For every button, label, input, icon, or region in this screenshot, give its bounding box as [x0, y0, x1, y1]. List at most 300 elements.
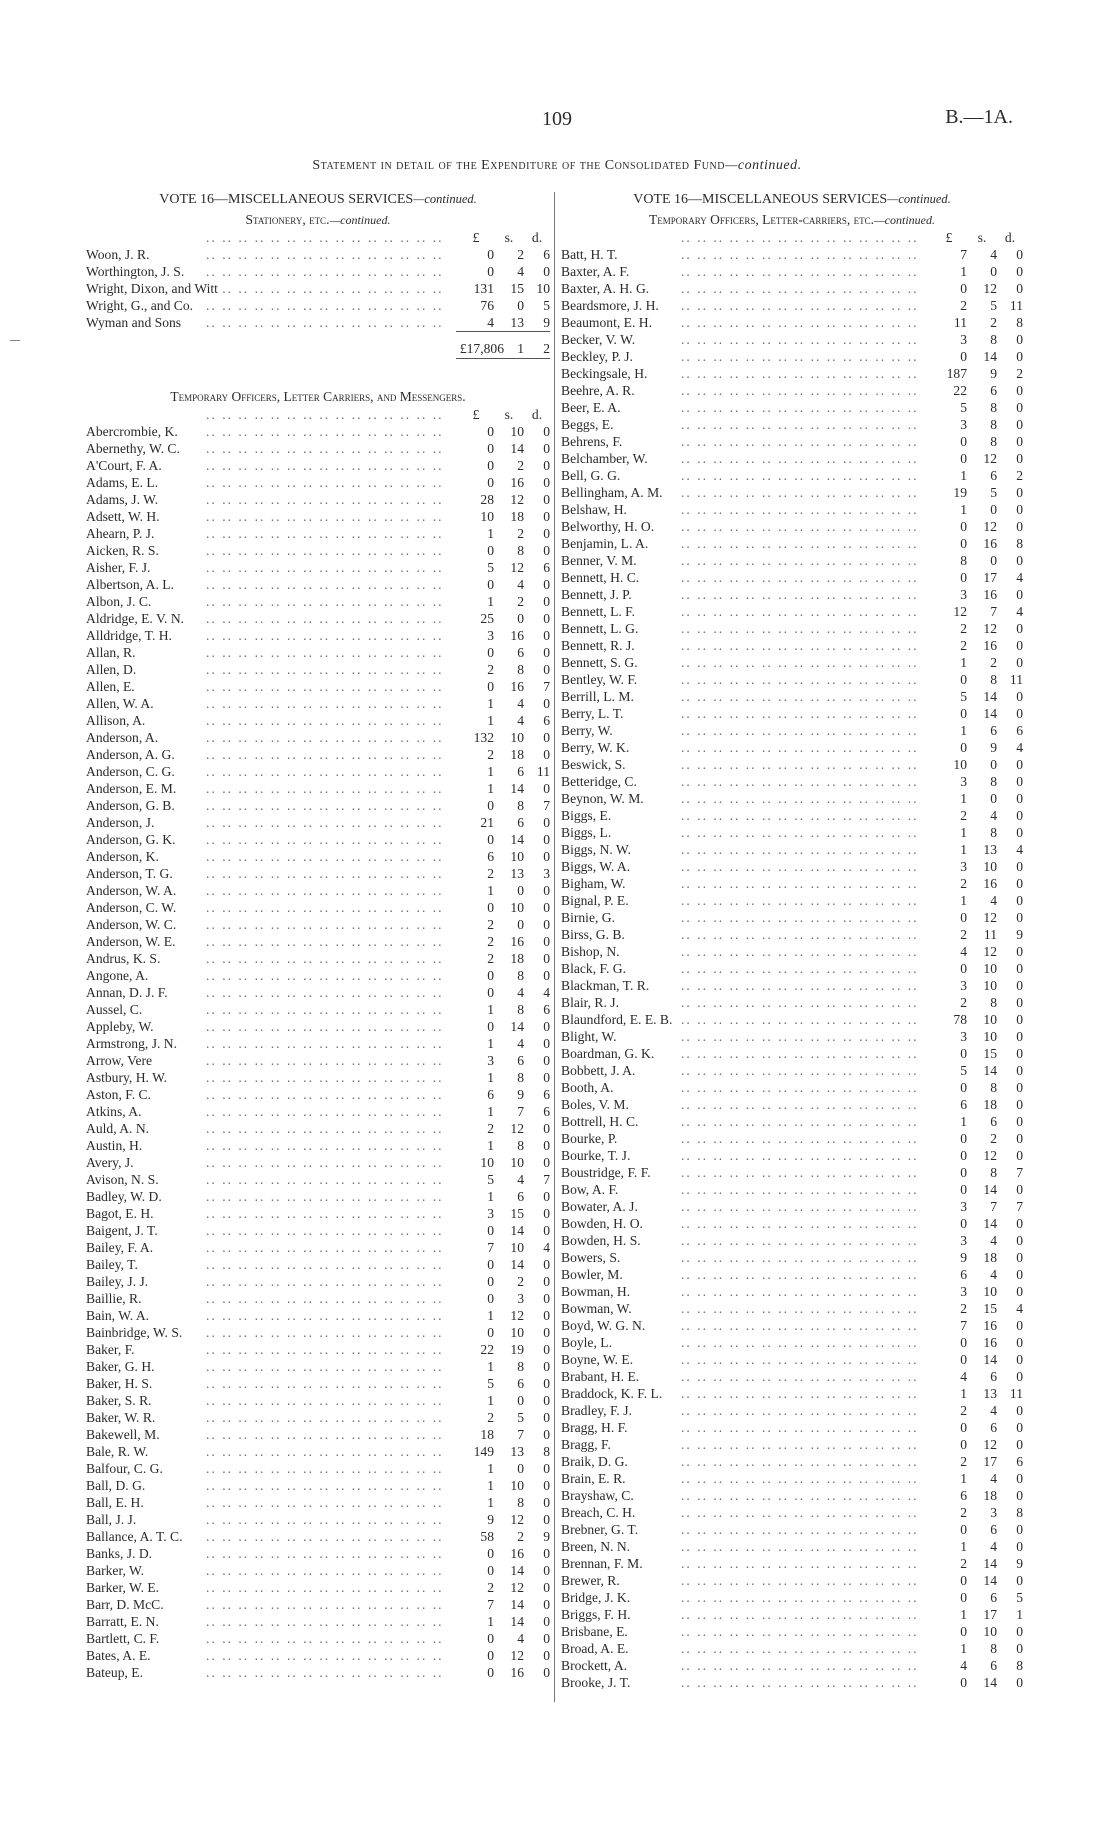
- amount-pence: 0: [543, 1410, 550, 1425]
- amount-shillings: 12: [983, 1148, 997, 1163]
- table-row: [86, 1494, 550, 1511]
- amount-pence: 11: [1009, 1386, 1023, 1401]
- payee-name: Appleby, W.: [86, 1019, 154, 1034]
- amount-pounds: 6: [960, 1488, 967, 1503]
- table-row: [86, 246, 550, 263]
- payee-name: Baxter, A. F.: [561, 264, 630, 279]
- amount-shillings: 4: [517, 577, 524, 592]
- amount-shillings: 4: [990, 893, 997, 908]
- amount-pence: 0: [1016, 1250, 1023, 1265]
- amount-shillings: 2: [517, 458, 524, 473]
- amount-shillings: 16: [983, 1318, 997, 1333]
- amount-shillings: 0: [517, 917, 524, 932]
- payee-name: Anderson, W. C.: [86, 917, 177, 932]
- amount-pence: 0: [1016, 1675, 1023, 1690]
- amount-shillings: 10: [510, 1240, 524, 1255]
- amount-pounds: 18: [480, 1427, 494, 1442]
- payee-name: Anderson, A.: [86, 730, 159, 745]
- amount-pounds: 1: [487, 1070, 494, 1085]
- payee-name: Booth, A.: [561, 1080, 614, 1095]
- amount-pence: 0: [1016, 689, 1023, 704]
- amount-shillings: 0: [517, 611, 524, 626]
- payee-name: Bellingham, A. M.: [561, 485, 663, 500]
- amount-pounds: 2: [960, 876, 967, 891]
- amount-pounds: 0: [960, 1590, 967, 1605]
- amount-pence: 0: [543, 1512, 550, 1527]
- amount-pence: 0: [1016, 1012, 1023, 1027]
- table-row: [561, 1453, 1023, 1470]
- amount-shillings: 18: [983, 1488, 997, 1503]
- table-row: [561, 1130, 1023, 1147]
- payee-name: Bottrell, H. C.: [561, 1114, 639, 1129]
- amount-shillings: 14: [983, 1675, 997, 1690]
- payee-name: Arrow, Vere: [86, 1053, 153, 1068]
- table-row: [86, 280, 550, 297]
- payee-name: Brennan, F. M.: [561, 1556, 643, 1571]
- table-row: [561, 1334, 1023, 1351]
- amount-pounds: 0: [960, 519, 967, 534]
- payee-name: Alldridge, T. H.: [86, 628, 172, 643]
- stationery-heading: [86, 210, 550, 230]
- amount-pounds: 5: [487, 560, 494, 575]
- amount-pounds: 4: [960, 944, 967, 959]
- amount-shillings: 16: [510, 1665, 524, 1680]
- amount-pence: 0: [543, 781, 550, 796]
- payee-name: Belchamber, W.: [561, 451, 648, 466]
- amount-shillings: 14: [510, 1223, 524, 1238]
- document-reference: B.—1A.: [945, 106, 1013, 128]
- amount-pounds: 1: [487, 713, 494, 728]
- amount-pounds: 1: [960, 791, 967, 806]
- amount-shillings: 0: [990, 553, 997, 568]
- amount-pounds: 0: [487, 1223, 494, 1238]
- amount-pence: 11: [1009, 298, 1023, 313]
- stationery-suffix: —continued.: [329, 213, 391, 227]
- right-section-heading: [561, 210, 1023, 230]
- amount-pence: 0: [543, 264, 550, 279]
- left-vote-suffix: —continued.: [413, 192, 477, 206]
- payee-name: Bateup, E.: [86, 1665, 144, 1680]
- table-row: [86, 729, 550, 746]
- amount-pence: 0: [543, 747, 550, 762]
- statement-title: [0, 158, 1114, 174]
- table-row: [86, 865, 550, 882]
- payee-name: Behrens, F.: [561, 434, 623, 449]
- amount-pence: 0: [543, 951, 550, 966]
- table-row: [561, 586, 1023, 603]
- amount-pence: 4: [1016, 842, 1023, 857]
- payee-name: Allison, A.: [86, 713, 146, 728]
- payee-name: Belshaw, H.: [561, 502, 627, 517]
- amount-pounds: 2: [960, 298, 967, 313]
- amount-shillings: 17: [983, 1607, 997, 1622]
- amount-pence: 0: [543, 1070, 550, 1085]
- table-row: [561, 1368, 1023, 1385]
- amount-pounds: 0: [960, 1420, 967, 1435]
- table-row: [86, 1528, 550, 1545]
- amount-shillings: 15: [983, 1301, 997, 1316]
- payee-name: Worthington, J. S.: [86, 264, 185, 279]
- amount-shillings: 10: [510, 730, 524, 745]
- amount-shillings: 0: [990, 264, 997, 279]
- left-column: [86, 188, 550, 1681]
- amount-pence: 0: [543, 917, 550, 932]
- payee-name: Allen, E.: [86, 679, 135, 694]
- amount-shillings: 11: [983, 927, 997, 942]
- amount-pence: 0: [1016, 1148, 1023, 1163]
- amount-shillings: 8: [517, 1002, 524, 1017]
- payee-name: Baker, S. R.: [86, 1393, 152, 1408]
- table-row: [86, 967, 550, 984]
- total-shillings: 1: [517, 341, 524, 356]
- payee-name: Bain, W. A.: [86, 1308, 150, 1323]
- amount-pounds: 1: [487, 883, 494, 898]
- amount-pounds: 1: [960, 502, 967, 517]
- amount-pounds: 1: [487, 696, 494, 711]
- amount-pence: 3: [543, 866, 550, 881]
- payee-name: Brooke, J. T.: [561, 1675, 631, 1690]
- right-vote-heading: [561, 188, 1023, 210]
- amount-shillings: 0: [517, 298, 524, 313]
- table-row: [561, 1402, 1023, 1419]
- table-row: [86, 763, 550, 780]
- amount-shillings: 4: [990, 1471, 997, 1486]
- amount-pence: 0: [1016, 1318, 1023, 1333]
- amount-pence: 0: [1016, 1420, 1023, 1435]
- amount-pounds: 58: [480, 1529, 494, 1544]
- table-row: [561, 1062, 1023, 1079]
- table-row: [86, 297, 550, 314]
- table-row: [561, 1623, 1023, 1640]
- payee-name: Benjamin, L. A.: [561, 536, 649, 551]
- amount-pounds: 0: [487, 1665, 494, 1680]
- amount-shillings: 0: [517, 1393, 524, 1408]
- payee-name: Bishop, N.: [561, 944, 620, 959]
- amount-pence: 0: [543, 594, 550, 609]
- pence-header: d.: [1004, 230, 1016, 245]
- amount-pence: 0: [543, 1308, 550, 1323]
- payee-name: Allen, D.: [86, 662, 137, 677]
- amount-pounds: 0: [960, 1573, 967, 1588]
- payee-name: Bennett, L. G.: [561, 621, 639, 636]
- amount-shillings: 8: [990, 1165, 997, 1180]
- table-row: [86, 1460, 550, 1477]
- payee-name: Bowden, H. S.: [561, 1233, 641, 1248]
- payee-name: Belworthy, H. O.: [561, 519, 655, 534]
- amount-pounds: 2: [487, 747, 494, 762]
- table-row: [561, 1504, 1023, 1521]
- table-row: [561, 1487, 1023, 1504]
- amount-pounds: 0: [960, 1335, 967, 1350]
- table-row: [86, 1426, 550, 1443]
- table-row: [561, 1555, 1023, 1572]
- amount-pounds: 2: [960, 1301, 967, 1316]
- amount-pence: 2: [1016, 468, 1023, 483]
- amount-pence: 0: [543, 1257, 550, 1272]
- payee-name: Bragg, F.: [561, 1437, 611, 1452]
- amount-pence: 0: [1016, 978, 1023, 993]
- amount-shillings: 4: [517, 713, 524, 728]
- amount-shillings: 8: [517, 662, 524, 677]
- amount-pounds: 2: [487, 1410, 494, 1425]
- amount-shillings: 13: [983, 842, 997, 857]
- amount-pounds: 6: [487, 1087, 494, 1102]
- amount-shillings: 12: [983, 281, 997, 296]
- table-row: [561, 1419, 1023, 1436]
- amount-pence: 0: [543, 441, 550, 456]
- amount-pounds: 6: [960, 1267, 967, 1282]
- table-row: [86, 525, 550, 542]
- table-row: [561, 1283, 1023, 1300]
- shillings-header: s.: [504, 407, 514, 422]
- table-row: [561, 1657, 1023, 1674]
- table-row: [86, 831, 550, 848]
- amount-pence: 0: [1016, 1573, 1023, 1588]
- amount-pence: 0: [543, 1665, 550, 1680]
- amount-pounds: 0: [960, 672, 967, 687]
- payee-name: Anderson, W. A.: [86, 883, 177, 898]
- amount-pounds: 3: [960, 1233, 967, 1248]
- table-row: [561, 1181, 1023, 1198]
- total-pence: 2: [543, 341, 550, 356]
- amount-shillings: 14: [983, 1182, 997, 1197]
- amount-pounds: 3: [960, 417, 967, 432]
- table-row: [561, 1045, 1023, 1062]
- amount-shillings: 18: [510, 509, 524, 524]
- amount-pounds: 7: [487, 1240, 494, 1255]
- payee-name: Bailey, J. J.: [86, 1274, 149, 1289]
- table-row: [86, 661, 550, 678]
- table-row: [561, 1028, 1023, 1045]
- amount-pounds: 2: [960, 1505, 967, 1520]
- amount-pounds: 5: [487, 1376, 494, 1391]
- amount-shillings: 17: [983, 570, 997, 585]
- table-row: [86, 1409, 550, 1426]
- payee-name: Bobbett, J. A.: [561, 1063, 636, 1078]
- amount-pounds: 1: [960, 842, 967, 857]
- amount-pounds: 10: [480, 1155, 494, 1170]
- table-row: [86, 627, 550, 644]
- table-row: [86, 263, 550, 280]
- table-row: [561, 1096, 1023, 1113]
- payee-name: Barker, W.: [86, 1563, 144, 1578]
- amount-pence: 0: [1016, 1488, 1023, 1503]
- amount-shillings: 10: [983, 1012, 997, 1027]
- amount-shillings: 9: [990, 740, 997, 755]
- amount-pence: 0: [543, 815, 550, 830]
- amount-pounds: 1: [487, 594, 494, 609]
- table-row: [561, 433, 1023, 450]
- payee-name: Aldridge, E. V. N.: [86, 611, 185, 626]
- payee-name: Bourke, P.: [561, 1131, 618, 1146]
- amount-shillings: 2: [517, 1529, 524, 1544]
- pounds-header: £: [945, 230, 953, 245]
- amount-pence: 7: [543, 798, 550, 813]
- payee-name: Anderson, G. B.: [86, 798, 175, 813]
- table-row: [561, 569, 1023, 586]
- table-row: [86, 1256, 550, 1273]
- amount-pounds: 149: [473, 1444, 494, 1459]
- table-row: [86, 1290, 550, 1307]
- payee-name: Bennett, J. P.: [561, 587, 632, 602]
- left-column-headers: [86, 230, 550, 246]
- table-row: [86, 984, 550, 1001]
- amount-pounds: 2: [487, 917, 494, 932]
- amount-shillings: 0: [990, 791, 997, 806]
- amount-shillings: 8: [990, 672, 997, 687]
- amount-pounds: 1: [960, 1539, 967, 1554]
- table-row: [86, 695, 550, 712]
- amount-pounds: 0: [960, 1522, 967, 1537]
- amount-pounds: 25: [480, 611, 494, 626]
- amount-pence: 0: [1016, 502, 1023, 517]
- amount-shillings: 14: [983, 689, 997, 704]
- table-row: [86, 440, 550, 457]
- amount-pence: 0: [1016, 417, 1023, 432]
- amount-pence: 0: [543, 849, 550, 864]
- payee-name: Brayshaw, C.: [561, 1488, 634, 1503]
- amount-pence: 0: [543, 900, 550, 915]
- amount-pence: 0: [1016, 1216, 1023, 1231]
- stationery-total: [86, 340, 550, 358]
- payee-name: Bartlett, C. F.: [86, 1631, 160, 1646]
- payee-name: Batt, H. T.: [561, 247, 618, 262]
- payee-name: Braik, D. G.: [561, 1454, 628, 1469]
- amount-pounds: 7: [487, 1597, 494, 1612]
- payee-name: Anderson, A. G.: [86, 747, 175, 762]
- amount-shillings: 16: [510, 475, 524, 490]
- right-vote-suffix: —continued.: [887, 192, 951, 206]
- amount-pence: 0: [1016, 1624, 1023, 1639]
- amount-pounds: 1: [960, 655, 967, 670]
- amount-shillings: 16: [510, 1546, 524, 1561]
- table-row: [561, 1572, 1023, 1589]
- amount-pounds: 1: [487, 1002, 494, 1017]
- amount-shillings: 9: [990, 366, 997, 381]
- amount-pence: 0: [543, 1223, 550, 1238]
- amount-shillings: 8: [990, 1641, 997, 1656]
- left-payee-rows: [86, 423, 550, 1681]
- table-row: [86, 491, 550, 508]
- amount-pounds: 1: [487, 1138, 494, 1153]
- amount-shillings: 7: [990, 604, 997, 619]
- amount-pence: 0: [543, 934, 550, 949]
- payee-name: Bignal, P. E.: [561, 893, 629, 908]
- amount-shillings: 6: [517, 815, 524, 830]
- table-row: [561, 875, 1023, 892]
- amount-pence: 11: [536, 764, 550, 779]
- payee-name: Beynon, W. M.: [561, 791, 644, 806]
- amount-pounds: 0: [487, 247, 494, 262]
- payee-name: Berry, L. T.: [561, 706, 624, 721]
- amount-pounds: 2: [487, 1121, 494, 1136]
- amount-pence: 0: [1016, 1641, 1023, 1656]
- table-row: [561, 280, 1023, 297]
- amount-shillings: 2: [517, 594, 524, 609]
- amount-pounds: 3: [487, 628, 494, 643]
- payee-name: Anderson, J.: [86, 815, 155, 830]
- amount-shillings: 0: [517, 1461, 524, 1476]
- amount-shillings: 3: [517, 1291, 524, 1306]
- payee-name: Adams, J. W.: [86, 492, 159, 507]
- table-row: [561, 263, 1023, 280]
- amount-shillings: 16: [983, 876, 997, 891]
- pounds-header: £: [472, 230, 480, 245]
- amount-shillings: 0: [990, 757, 997, 772]
- amount-pence: 0: [543, 1189, 550, 1204]
- amount-pence: 0: [543, 458, 550, 473]
- amount-shillings: 13: [510, 1444, 524, 1459]
- payee-name: Anderson, K.: [86, 849, 159, 864]
- amount-pence: 0: [543, 1393, 550, 1408]
- payee-name: Baker, F.: [86, 1342, 135, 1357]
- payee-name: Bennett, H. C.: [561, 570, 640, 585]
- amount-pence: 0: [1016, 961, 1023, 976]
- payee-name: Anderson, C. G.: [86, 764, 175, 779]
- amount-shillings: 4: [990, 1539, 997, 1554]
- amount-pence: 9: [543, 315, 550, 330]
- amount-pence: 0: [1016, 1063, 1023, 1078]
- amount-pounds: 1: [487, 1478, 494, 1493]
- amount-pounds: 5: [960, 1063, 967, 1078]
- amount-shillings: 12: [510, 1648, 524, 1663]
- amount-shillings: 8: [517, 1070, 524, 1085]
- table-row: [561, 365, 1023, 382]
- amount-pence: 1: [1016, 1607, 1023, 1622]
- amount-shillings: 12: [983, 519, 997, 534]
- amount-pence: 0: [1016, 1335, 1023, 1350]
- amount-pence: 7: [1016, 1199, 1023, 1214]
- amount-shillings: 8: [517, 1495, 524, 1510]
- table-row: [561, 620, 1023, 637]
- table-row: [561, 535, 1023, 552]
- amount-pence: 0: [543, 424, 550, 439]
- amount-pounds: 0: [487, 679, 494, 694]
- payee-name: Bailey, F. A.: [86, 1240, 154, 1255]
- amount-pence: 0: [1016, 1539, 1023, 1554]
- table-row: [86, 1222, 550, 1239]
- amount-shillings: 4: [517, 1036, 524, 1051]
- amount-shillings: 7: [517, 1104, 524, 1119]
- amount-pounds: 1: [487, 1036, 494, 1051]
- right-vote-title: VOTE 16—MISCELLANEOUS SERVICES: [633, 192, 888, 207]
- left-column-headers-2: [86, 407, 550, 423]
- payee-name: Aussel, C.: [86, 1002, 143, 1017]
- amount-shillings: 18: [983, 1250, 997, 1265]
- payee-name: Baxter, A. H. G.: [561, 281, 650, 296]
- amount-pounds: 2: [487, 866, 494, 881]
- amount-shillings: 15: [983, 1046, 997, 1061]
- payee-name: Baigent, J. T.: [86, 1223, 158, 1238]
- amount-pence: 0: [543, 509, 550, 524]
- payee-name: Anderson, G. K.: [86, 832, 176, 847]
- payee-name: Blaundford, E. E. B.: [561, 1012, 673, 1027]
- payee-name: Allan, R.: [86, 645, 136, 660]
- table-row: [86, 1307, 550, 1324]
- table-row: [86, 1664, 550, 1681]
- payee-name: Bennett, S. G.: [561, 655, 638, 670]
- amount-pounds: 1: [487, 1189, 494, 1204]
- amount-pounds: 5: [960, 400, 967, 415]
- amount-pence: 0: [1016, 944, 1023, 959]
- amount-pounds: 10: [480, 509, 494, 524]
- amount-pence: 6: [543, 1002, 550, 1017]
- amount-pounds: 0: [960, 570, 967, 585]
- page-number: 109: [542, 108, 572, 130]
- amount-pounds: 0: [960, 1624, 967, 1639]
- table-row: [561, 790, 1023, 807]
- amount-shillings: 6: [517, 1189, 524, 1204]
